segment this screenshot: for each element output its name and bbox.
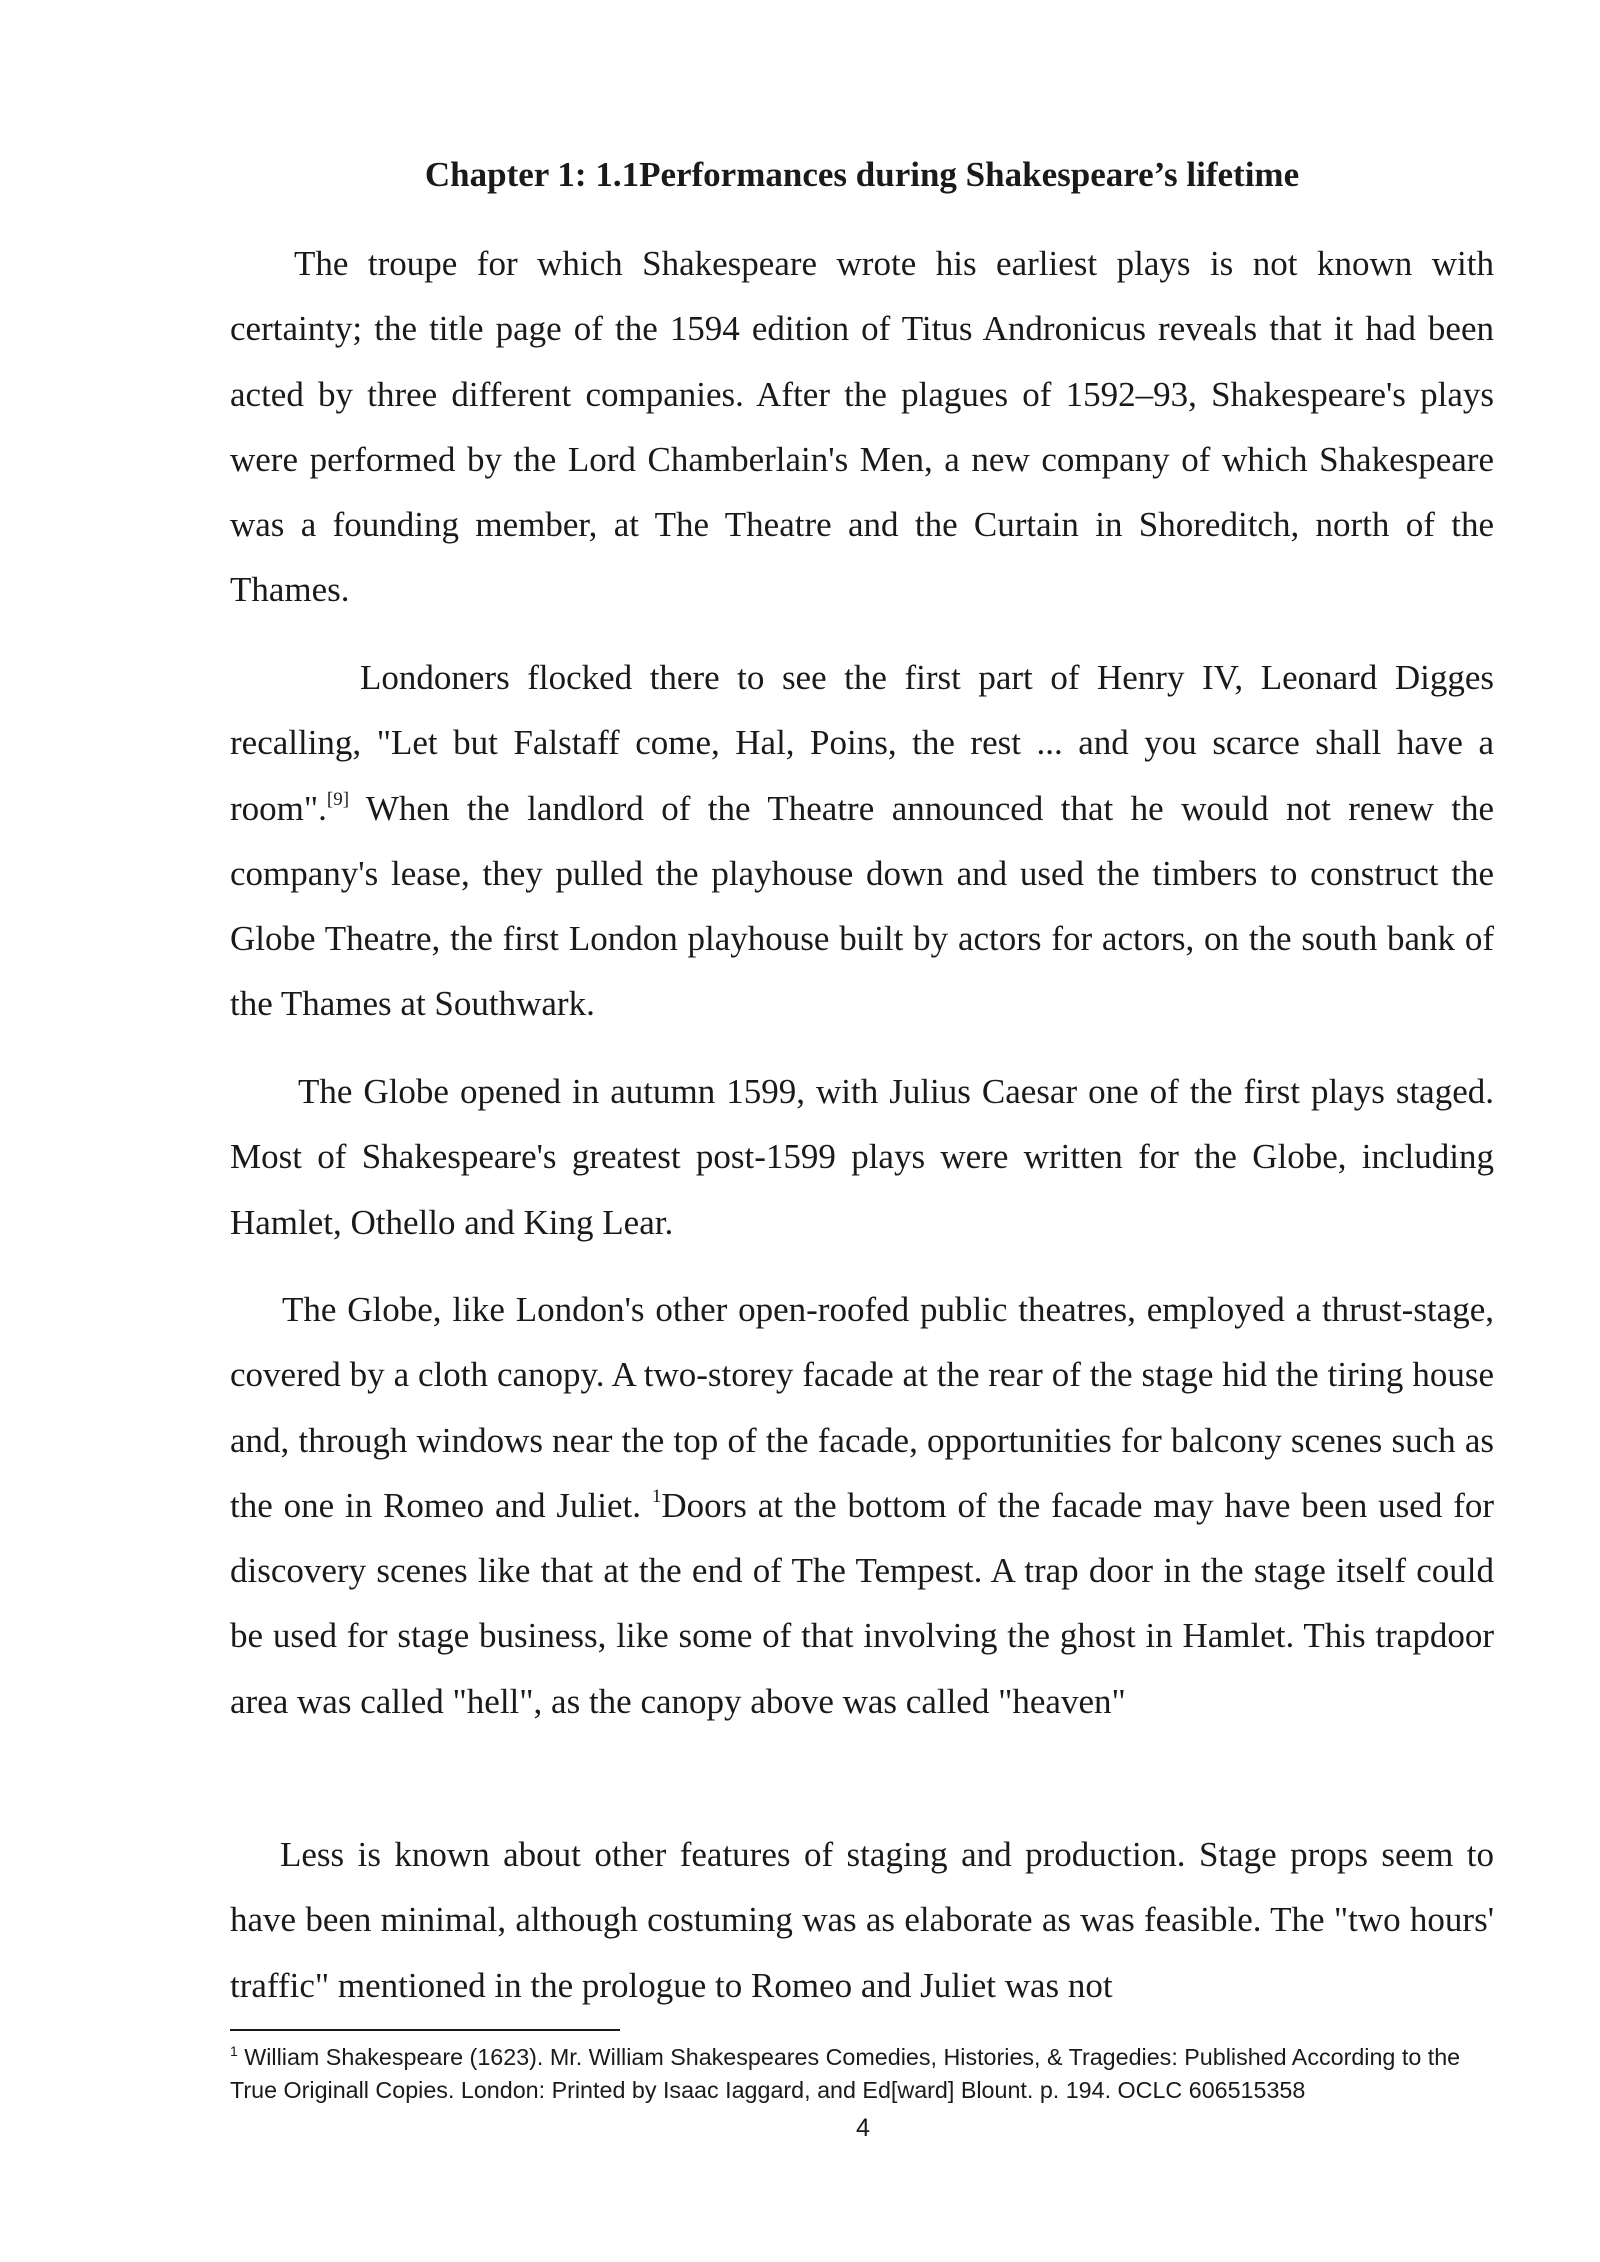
paragraph-2-text-before-ref: Londoners flocked there to see the first part of Henry IV, Leonard Digges recalling, "Let but Falstaff come, Hal, Poins, the rest ... and you scarce shall have a room". bbox=[230, 658, 1494, 828]
paragraph-4 bbox=[230, 1277, 1494, 1734]
paragraph-1-text: The troupe for which Shakespeare wrote his earliest plays is not known with certainty; the title page of the 1594 edition of Titus Andronicus reveals that it had been acted by three different companies. After the plagues of 1592–93, Shakespeare's plays were performed by the Lord Chamberlain's Men, a new company of which Shakespeare was a founding member, at The Theatre and the Curtain in Shoreditch, north of the Thames. bbox=[230, 244, 1494, 610]
footnote bbox=[230, 2041, 1494, 2106]
footnote-text: William Shakespeare (1623). Mr. William Shakespeares Comedies, Histories, & Tragedies: Published According to the True Originall Copies. London: Printed by Isaac Iaggard, and Ed[ward] Blount. p. 194. OCLC 606515358 bbox=[230, 2044, 1461, 2103]
paragraph-4-text-before-ref: The Globe, like London's other open-roofed public theatres, employed a thrust-stage, covered by a cloth canopy. A two-storey facade at the rear of the stage hid the tiring house and, through windows near the top of the facade, opportunities for balcony scenes such as the one in Romeo and Juliet. bbox=[230, 1290, 1494, 1525]
footnote-marker: 1 bbox=[230, 2043, 238, 2059]
paragraph-4-text-after-ref: Doors at the bottom of the facade may have been used for discovery scenes like that at the end of The Tempest. A trap door in the stage itself could be used for stage business, like some of that involving the ghost in Hamlet. This trapdoor area was called "hell", as the canopy above was called "heaven" bbox=[230, 1485, 1494, 1721]
paragraph-1 bbox=[230, 231, 1494, 623]
paragraph-2 bbox=[230, 645, 1494, 1037]
chapter-title: Chapter 1: 1.1Performances during Shakespeare’s lifetime bbox=[424, 155, 1300, 194]
paragraph-5 bbox=[230, 1822, 1494, 2018]
footnote-ref-1[interactable]: 1 bbox=[651, 1485, 662, 1507]
footnote-separator bbox=[230, 2029, 620, 2031]
paragraph-3-text: The Globe opened in autumn 1599, with Julius Caesar one of the first plays staged. Most of Shakespeare's greatest post-1599 plays were written for the Globe, including Hamlet, Othello and King Lear. bbox=[230, 1072, 1494, 1242]
paragraph-5-text: Less is known about other features of staging and production. Stage props seem to have been minimal, although costuming was as elaborate as was feasible. The "two hours' traffic" mentioned in the prologue to Romeo and Juliet was not bbox=[230, 1835, 1494, 2005]
paragraph-2-text-after-ref: When the landlord of the Theatre announced that he would not renew the company's lease, they pulled the playhouse down and used the timbers to construct the Globe Theatre, the first London playhouse built by actors for actors, on the south bank of the Thames at Southwark. bbox=[230, 788, 1494, 1024]
citation-ref-9[interactable]: [9] bbox=[326, 788, 350, 810]
page-number: 4 bbox=[856, 2114, 870, 2142]
paragraph-3 bbox=[230, 1059, 1494, 1255]
